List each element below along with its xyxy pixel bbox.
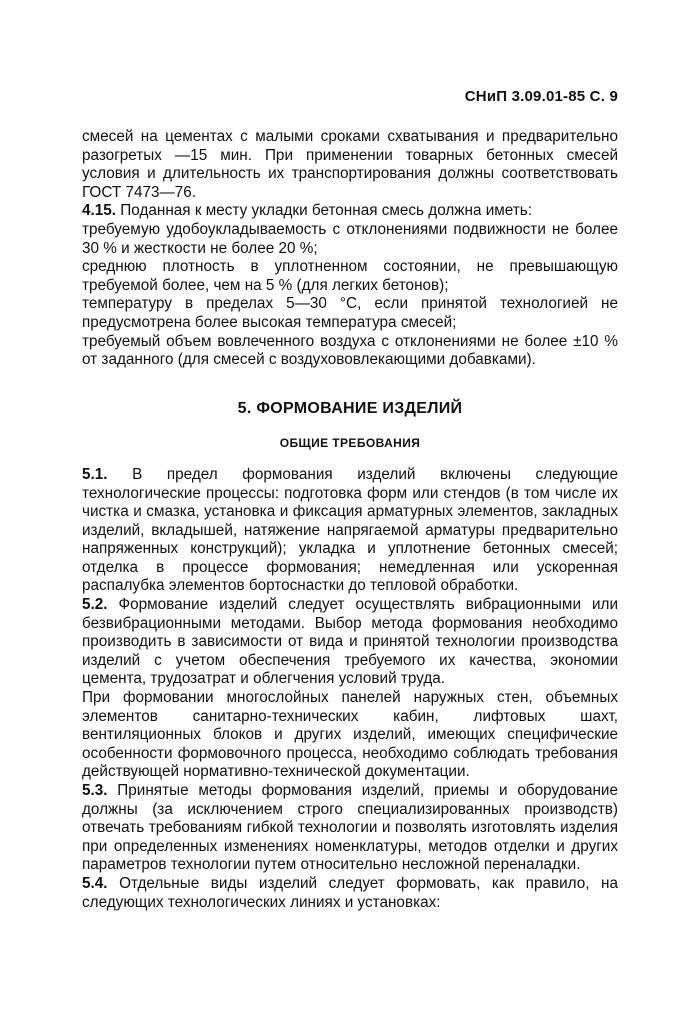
clause-number: 5.1. bbox=[82, 465, 108, 483]
clause-number: 5.4. bbox=[82, 874, 108, 892]
running-header: СНиП 3.09.01-85 С. 9 bbox=[464, 88, 618, 105]
clause-number: 5.3. bbox=[82, 782, 108, 799]
clause-text: Формование изделий следует осуществлять вибрационными или безвибрационными методами. Выбор метода формования необходимо производить в зависимости от вида и принятой технологии производства изделий с учетом обеспечения требуемого их качества, экономии цемента, трудозатрат и облегчения условий труда. bbox=[82, 596, 618, 688]
list-item: требуемую удобоукладываемость с отклонениями подвижности не более 30 % и жесткости не более 20 %; bbox=[82, 220, 618, 257]
clause-number: 4.15. bbox=[82, 202, 117, 220]
list-item: среднюю плотность в уплотненном состоянии, не превышающую требуемой более, чем на 5 % (для легких бетонов); bbox=[82, 258, 618, 294]
clause-number: 5.2. bbox=[82, 596, 108, 614]
clause-text: В предел формования изделий включены следующие технологические процессы: подготовка форм или стендов (в том числе их чистка и смазка, установка и фиксация арматурных элементов, закладных изделий, вкладышей, натяжение напрягаемой арматуры предварительно напряженных конструкций); укладка и уплотнение бетонных смесей; отделка в процессе формования; немедленная или ускоренная распалубка элементов бортоснастки до тепловой обработки. bbox=[82, 465, 618, 595]
section-title: 5. ФОРМОВАНИЕ ИЗДЕЛИЙ bbox=[237, 399, 463, 417]
clause-text: Принятые методы формования изделий, приемы и оборудование должны (за исключением строго специализированных производств) отвечать требованиям гибкой технологии и позволять изготовлять изделия при определенных изменениях номенклатуры, методов отделки и других параметров технологии путем относительно несложной переналадки. bbox=[82, 782, 618, 874]
section-subtitle: ОБЩИЕ ТРЕБОВАНИЯ bbox=[279, 436, 421, 451]
list-item: требуемый объем вовлеченного воздуха с отклонениями не более ±10 % от заданного (для смесей с воздухововлекающими добавками). bbox=[82, 332, 618, 369]
clause-5-2 bbox=[82, 596, 618, 689]
clause-5-1 bbox=[82, 466, 618, 596]
clause-5-2-extra: При формовании многослойных панелей наружных стен, объемных элементов санитарно-технических кабин, лифтовых шахт, вентиляционных блоков и других изделий, имеющих специфические особенности формовочного процесса, необходимо соблюдать требования действующей нормативно-технической документации. bbox=[82, 689, 618, 781]
body-text bbox=[82, 128, 618, 912]
clause-4-15 bbox=[82, 202, 618, 221]
paragraph-continuation: смесей на цементах с малыми сроками схватывания и предварительно разогретых —15 мин. При применении товарных бетонных смесей условия и длительность их транспортирования должны соответствовать ГОСТ 7473—76. bbox=[82, 128, 618, 201]
clause-text: Поданная к месту укладки бетонная смесь должна иметь: bbox=[116, 202, 533, 220]
list-item: температуру в пределах 5—30 °С, если принятой технологией не предусмотрена более высокая температура смесей; bbox=[82, 295, 618, 331]
clause-text: Отдельные виды изделий следует формовать, как правило, на следующих технологических линиях и установках: bbox=[82, 874, 618, 911]
clause-5-3 bbox=[82, 782, 618, 875]
clause-5-4 bbox=[82, 875, 618, 912]
